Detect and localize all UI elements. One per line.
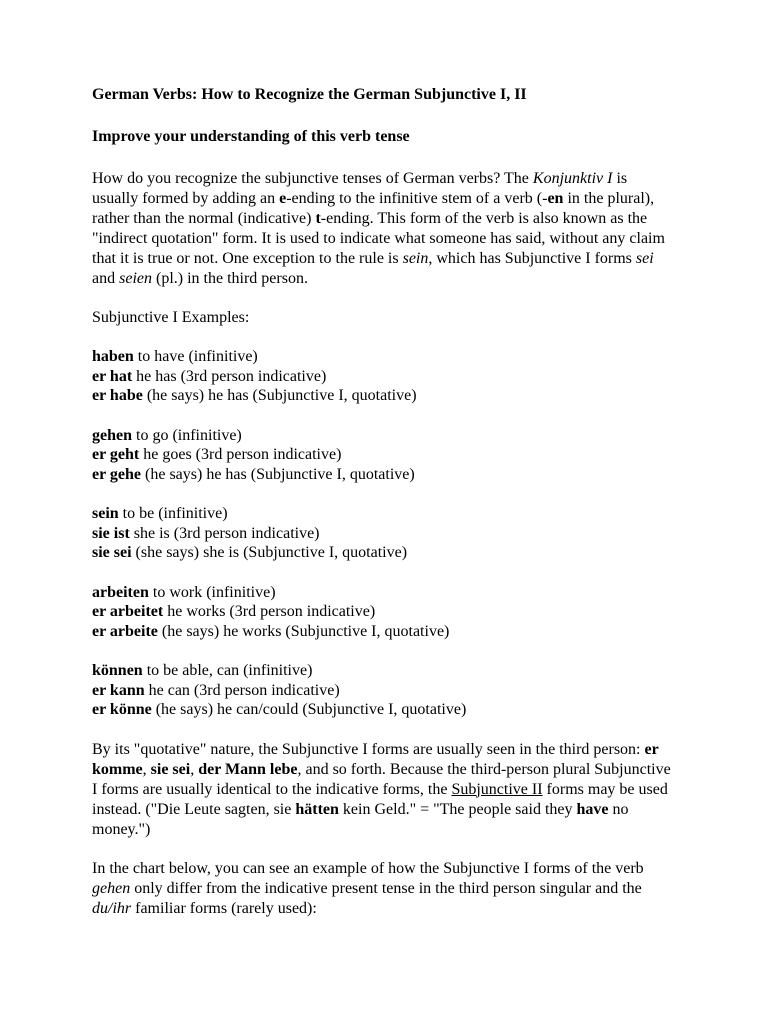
sein-term: sein xyxy=(402,250,429,267)
paragraph-text: , and so forth. Because the third-person plural Subjunctive I forms are usually identical to the indicative forms, the xyxy=(92,760,671,798)
german-verb: er habe xyxy=(92,387,143,404)
example-line xyxy=(92,700,676,720)
bold-example: der Mann lebe xyxy=(198,760,298,778)
paragraph-text: forms may be used instead. ("Die Leute sagten, sie xyxy=(92,780,668,818)
examples-heading: Subjunctive I Examples: xyxy=(92,309,250,326)
verb-gloss: to work (infinitive) xyxy=(148,583,276,601)
en-ending: en xyxy=(547,190,564,207)
example-line xyxy=(92,386,676,406)
konjunktiv-term: Konjunktiv I xyxy=(532,170,613,187)
verb-gloss: (he says) he has (Subjunctive I, quotative) xyxy=(142,387,417,404)
paragraph-text: , xyxy=(190,760,199,778)
example-line xyxy=(92,681,676,701)
intro-paragraph xyxy=(92,169,676,289)
paragraph-text: only differ from the indicative present tense in the third person singular and the xyxy=(130,879,642,897)
german-verb: er hat xyxy=(92,367,133,385)
german-verb: sie sei xyxy=(92,544,132,561)
paragraph-text: By its "quotative" nature, the Subjunctive I forms are usually seen in the third person: xyxy=(92,740,645,758)
intro-text: How do you recognize the subjunctive tenses of German verbs? The xyxy=(92,170,533,187)
intro-text: -ending to the infinitive stem of a verb (- xyxy=(286,190,548,207)
example-group xyxy=(92,347,676,406)
t-ending: t xyxy=(315,210,321,227)
bold-example: er komme xyxy=(92,740,659,778)
example-line xyxy=(92,524,676,544)
german-verb: er arbeitet xyxy=(92,603,164,620)
example-line xyxy=(92,465,676,485)
intro-text: (pl.) in the third person. xyxy=(151,270,308,287)
german-verb: er kann xyxy=(92,681,145,699)
gehen-term: gehen xyxy=(92,879,131,897)
intro-text: is usually formed by adding an xyxy=(92,170,628,207)
verb-gloss: to have (infinitive) xyxy=(133,348,258,365)
example-line xyxy=(92,426,676,446)
example-line xyxy=(92,445,676,465)
verb-gloss: to be able, can (infinitive) xyxy=(142,662,313,679)
verb-gloss: he can (3rd person indicative) xyxy=(144,681,340,699)
bold-example: have xyxy=(576,800,609,818)
example-line xyxy=(92,504,676,524)
german-verb: können xyxy=(92,662,143,679)
seien-term: seien xyxy=(119,270,152,287)
verb-gloss: to be (infinitive) xyxy=(118,505,228,522)
example-group xyxy=(92,583,676,642)
verb-gloss: (he says) he has (Subjunctive I, quotative) xyxy=(141,465,415,483)
verb-gloss: (he says) he can/could (Subjunctive I, quotative) xyxy=(151,701,467,718)
verb-gloss: he has (3rd person indicative) xyxy=(132,367,327,385)
german-verb: sie ist xyxy=(92,524,130,542)
example-group xyxy=(92,426,676,485)
intro-text: in the plural), rather than the normal (indicative) xyxy=(92,190,655,227)
intro-text: and xyxy=(92,270,120,287)
subjunctive-ii-link[interactable]: Subjunctive II xyxy=(451,780,543,798)
german-verb: haben xyxy=(92,348,134,365)
quotative-paragraph xyxy=(92,740,676,840)
german-verb: sein xyxy=(92,505,119,522)
verb-gloss: (she says) she is (Subjunctive I, quotative) xyxy=(131,544,408,561)
example-line xyxy=(92,602,676,622)
german-verb: er arbeite xyxy=(92,622,158,640)
sei-term: sei xyxy=(635,250,654,267)
verb-gloss: (he says) he works (Subjunctive I, quotative) xyxy=(157,622,450,640)
example-line xyxy=(92,543,676,563)
german-verb: er gehe xyxy=(92,465,142,483)
example-line xyxy=(92,583,676,603)
document-subtitle: Improve your understanding of this verb tense xyxy=(92,128,410,145)
paragraph-text: no money.") xyxy=(92,800,629,838)
verb-gloss: she is (3rd person indicative) xyxy=(129,524,320,542)
du-ihr-term: du/ihr xyxy=(92,899,132,917)
german-verb: arbeiten xyxy=(92,583,149,601)
example-group xyxy=(92,661,676,720)
german-verb: er geht xyxy=(92,446,140,463)
example-line xyxy=(92,367,676,387)
paragraph-text: familiar forms (rarely used): xyxy=(131,899,317,917)
e-ending: e xyxy=(279,190,287,207)
german-verb: gehen xyxy=(92,426,132,444)
example-group xyxy=(92,504,676,563)
example-line xyxy=(92,347,676,367)
intro-text: , which has Subjunctive I forms xyxy=(428,250,636,267)
chart-intro-paragraph xyxy=(92,859,676,919)
paragraph-text: , xyxy=(142,760,151,778)
verb-gloss: he goes (3rd person indicative) xyxy=(139,446,342,463)
intro-text: -ending. This form of the verb is also known as the "indirect quotation" form. It is used to indicate what someone has said, without any claim that it is true or not. One exception to the rule is xyxy=(92,210,665,267)
document-title: German Verbs: How to Recognize the German Subjunctive I, II xyxy=(92,86,527,103)
example-line xyxy=(92,661,676,681)
example-line xyxy=(92,622,676,642)
german-verb: er könne xyxy=(92,701,152,718)
verb-gloss: to go (infinitive) xyxy=(132,426,242,444)
paragraph-text: In the chart below, you can see an example of how the Subjunctive I forms of the verb xyxy=(92,859,644,877)
bold-example: sie sei xyxy=(150,760,191,778)
verb-gloss: he works (3rd person indicative) xyxy=(163,603,376,620)
bold-example: hätten xyxy=(295,800,339,818)
paragraph-text: kein Geld." = "The people said they xyxy=(338,800,577,818)
examples-list xyxy=(92,347,676,720)
